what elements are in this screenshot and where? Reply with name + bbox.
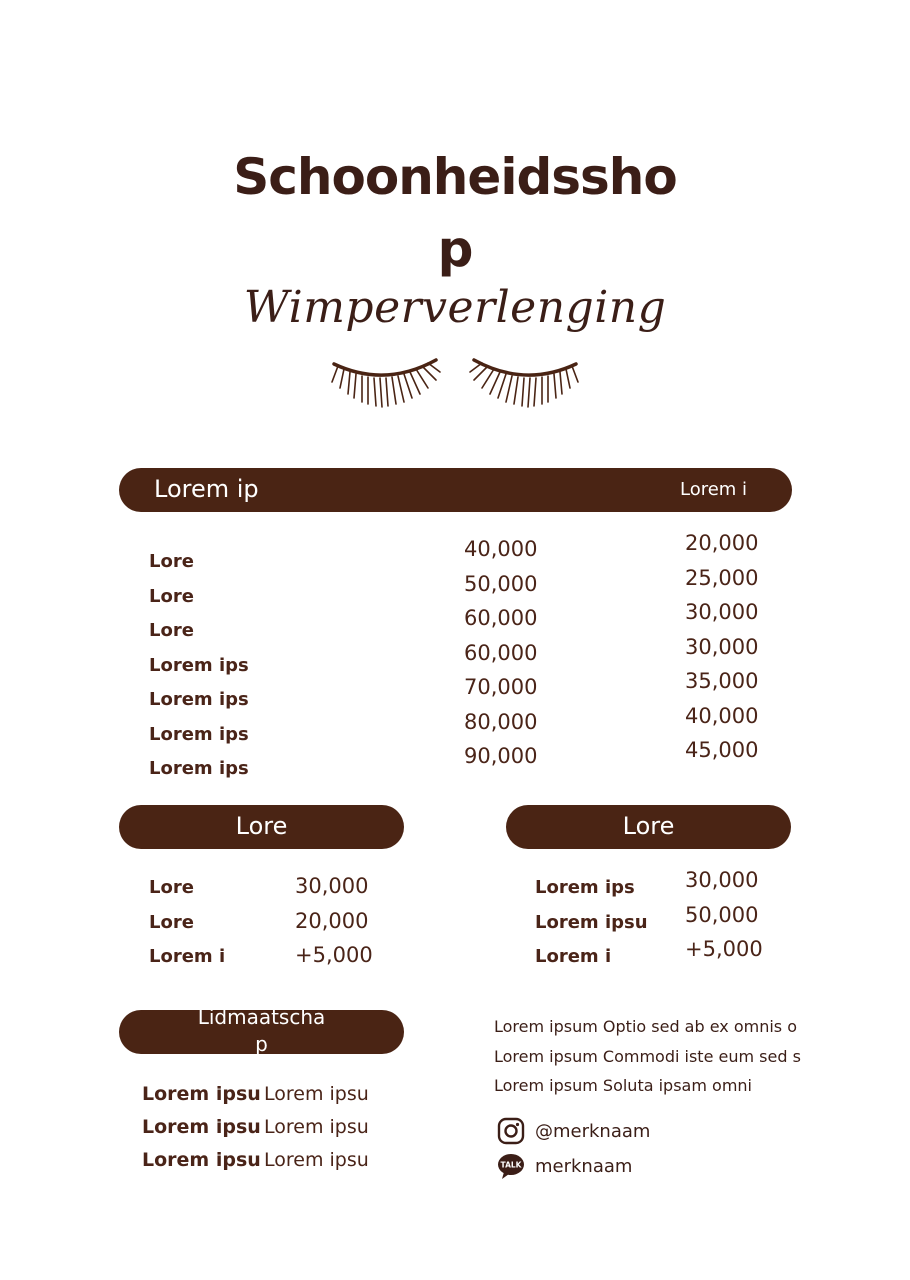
price-value: 40,000 (464, 537, 538, 561)
price-value: 25,000 (685, 565, 759, 590)
note-line: Lorem ipsum Optio sed ab ex omnis o (494, 1017, 798, 1036)
note-line: Lorem ipsum Commodi iste eum sed s (494, 1046, 801, 1066)
price-value: 30,000 (685, 634, 759, 659)
membership-title-line-2: p (255, 1032, 268, 1056)
price-value: 50,000 (685, 902, 759, 927)
kakaotalk-badge-text: TALK (500, 1160, 522, 1170)
left-section-title: Lore (235, 812, 288, 840)
right-section-header (506, 805, 791, 849)
kakaotalk-icon (497, 1152, 525, 1180)
list-item: Lore (149, 551, 194, 572)
price-value: 90,000 (464, 744, 538, 768)
price-value: 45,000 (685, 738, 759, 762)
membership-label: Lorem ipsu (142, 1083, 261, 1105)
list-item: Lorem i (535, 946, 612, 967)
price-value: 30,000 (685, 600, 759, 624)
right-section-title: Lore (622, 812, 675, 840)
price-value: +5,000 (685, 937, 763, 961)
list-item: Lorem ips (149, 689, 249, 710)
title-line-2: p (437, 220, 473, 278)
title-line-1: Schoonheidssho (233, 148, 677, 206)
left-items-list (149, 871, 225, 975)
list-item: Lorem ips (149, 758, 249, 779)
list-item: Lore (149, 911, 194, 933)
right-items-list (535, 871, 648, 975)
price-value: 60,000 (464, 606, 538, 630)
membership-label: Lorem ipsu (142, 1116, 261, 1138)
membership-label: Lorem ipsu (142, 1149, 261, 1171)
list-item: Lorem ipsu (535, 911, 648, 933)
price-value: 70,000 (464, 675, 538, 699)
membership-table (142, 1078, 369, 1177)
main-prices-a (464, 532, 537, 774)
price-value: 50,000 (464, 571, 538, 596)
list-item: Lorem i (149, 946, 226, 967)
instagram-icon (497, 1117, 525, 1145)
instagram-handle: @merknaam (535, 1120, 651, 1142)
left-section-header (119, 805, 404, 849)
kakaotalk-link[interactable] (497, 1152, 632, 1180)
list-item: Lore (149, 620, 194, 641)
main-section-header (119, 468, 792, 512)
list-item: Lorem ips (149, 723, 249, 745)
instagram-link[interactable] (497, 1117, 650, 1145)
list-item: Lore (149, 585, 194, 607)
page-subtitle: Wimperverlenging (243, 282, 667, 333)
membership-value: Lorem ipsu (264, 1116, 369, 1138)
list-item: Lorem ips (149, 654, 249, 676)
note-line: Lorem ipsum Soluta ipsam omni (494, 1076, 752, 1095)
list-item: Lore (149, 877, 194, 898)
price-value: 60,000 (464, 640, 538, 665)
table-row (142, 1144, 369, 1177)
membership-value: Lorem ipsu (264, 1083, 369, 1105)
left-prices (295, 869, 373, 973)
price-value: 20,000 (685, 531, 759, 555)
price-value: 35,000 (685, 669, 759, 693)
eyelashes-icon (330, 352, 580, 414)
main-section-title: Lorem ip (154, 475, 259, 503)
price-value: 20,000 (295, 908, 369, 933)
main-prices-b (685, 526, 758, 768)
membership-header (119, 1005, 404, 1056)
table-row (142, 1111, 369, 1144)
main-items-list (149, 545, 249, 787)
price-value: 30,000 (295, 874, 369, 898)
price-value: 30,000 (685, 868, 759, 892)
right-prices (685, 863, 763, 967)
membership-value: Lorem ipsu (264, 1149, 369, 1171)
table-row (142, 1078, 369, 1111)
kakaotalk-handle: merknaam (535, 1155, 633, 1177)
price-value: +5,000 (295, 943, 373, 967)
price-value: 80,000 (464, 709, 538, 734)
page-title (0, 148, 910, 278)
membership-title-line-1: Lidmaatscha (197, 1005, 326, 1029)
main-section-column-title: Lorem i (680, 479, 748, 500)
price-value: 40,000 (685, 703, 759, 728)
notes-block (494, 1012, 804, 1101)
list-item: Lorem ips (535, 877, 635, 898)
